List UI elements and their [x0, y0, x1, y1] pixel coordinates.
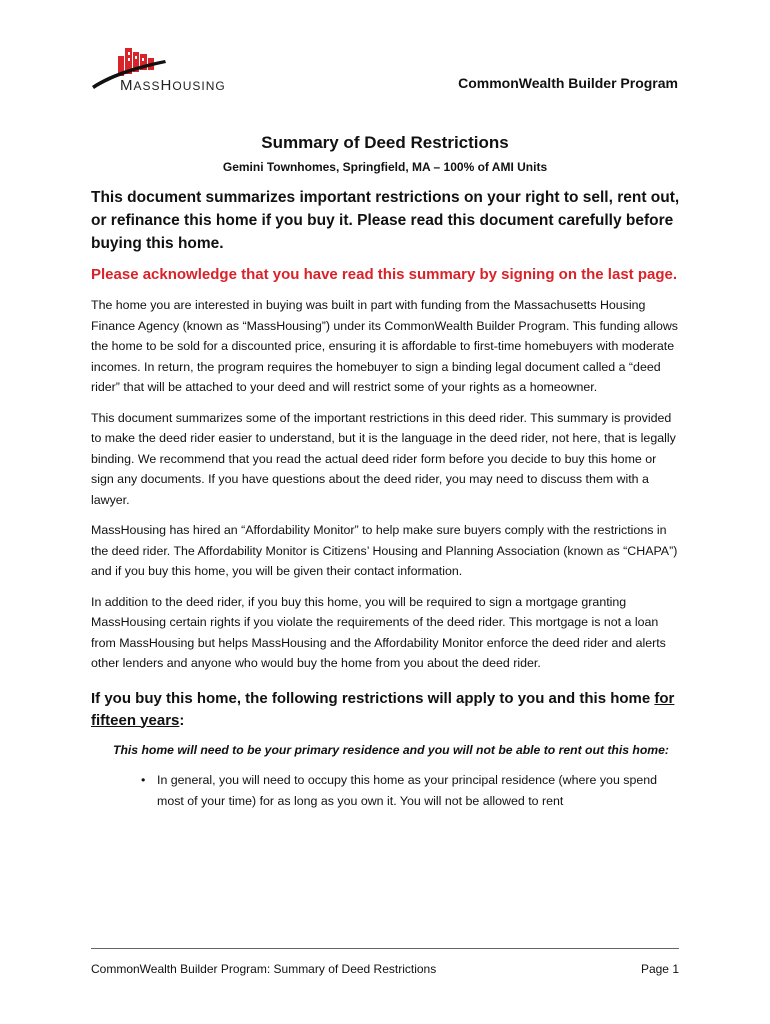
document-subtitle: Gemini Townhomes, Springfield, MA – 100% of AMI Units	[222, 160, 548, 174]
footer-divider	[91, 948, 679, 949]
section-heading-underlined: for fifteen years	[91, 689, 675, 729]
paragraph: This document summarizes some of the important restrictions in this deed rider. This summary is provided to make the deed rider easier to understand, but it is the language in the deed rider, not here, that is legally binding. We recommend that you read the actual deed rider form before you decide to buy this home or sign any documents. If you have questions about the deed rider, you may need to discuss them with a lawyer.	[91, 410, 676, 507]
page-number: Page 1	[640, 962, 679, 976]
document-title: Summary of Deed Restrictions	[261, 133, 509, 152]
footer-title: CommonWealth Builder Program: Summary of Deed Restrictions	[91, 962, 437, 976]
lead-statement: This document summarizes important restrictions on your right to sell, rent out, or refinance this home if you buy it. Please read this document carefully before buying this home.	[91, 189, 680, 252]
section-heading	[91, 688, 681, 732]
paragraph: The home you are interested in buying was built in part with funding from the Massachusetts Housing Finance Agency (known as “MassHousing”) under its CommonWealth Builder Program. This funding allows the home to be sold for a discounted price, ensuring it is affordable to first-time homebuyers with moderate incomes. In return, the program requires the homebuyer to sign a binding legal document called a “deed rider” that will be attached to your deed and will restrict some of your rights as a homeowner.	[91, 298, 678, 394]
section-subheading: This home will need to be your primary residence and you will not be able to rent out this home:	[113, 742, 669, 757]
bullet-icon: •	[141, 773, 146, 787]
list-item-text: In general, you will need to occupy this home as your principal residence (where you spend most of your time) for as long as you own it. You will not be allowed to rent	[157, 773, 658, 808]
acknowledgement-notice: Please acknowledge that you have read this summary by signing on the last page.	[91, 266, 678, 283]
document-body	[91, 186, 681, 811]
list-item	[141, 770, 681, 811]
section-heading-text: If you buy this home, the following restrictions will apply to you and this home	[91, 689, 655, 707]
paragraph: In addition to the deed rider, if you buy this home, you will be required to sign a mortgage granting MassHousing certain rights if you violate the requirements of the deed rider. This mortgage is not a loan from MassHousing but helps MassHousing and the Affordability Monitor enforce the deed rider and alerts other lenders and anyone who would buy the home from you about the deed rider.	[91, 594, 666, 670]
paragraph: MassHousing has hired an “Affordability Monitor” to help make sure buyers comply with the restrictions in the deed rider. The Affordability Monitor is Citizens’ Housing and Planning Association (known as “CHAPA”) and if you buy this home, you will be given their contact information.	[91, 523, 678, 578]
masshousing-wordmark: MASSHOUSING	[120, 77, 226, 94]
section-heading-end: :	[179, 711, 185, 729]
program-header: CommonWealth Builder Program	[458, 75, 678, 91]
